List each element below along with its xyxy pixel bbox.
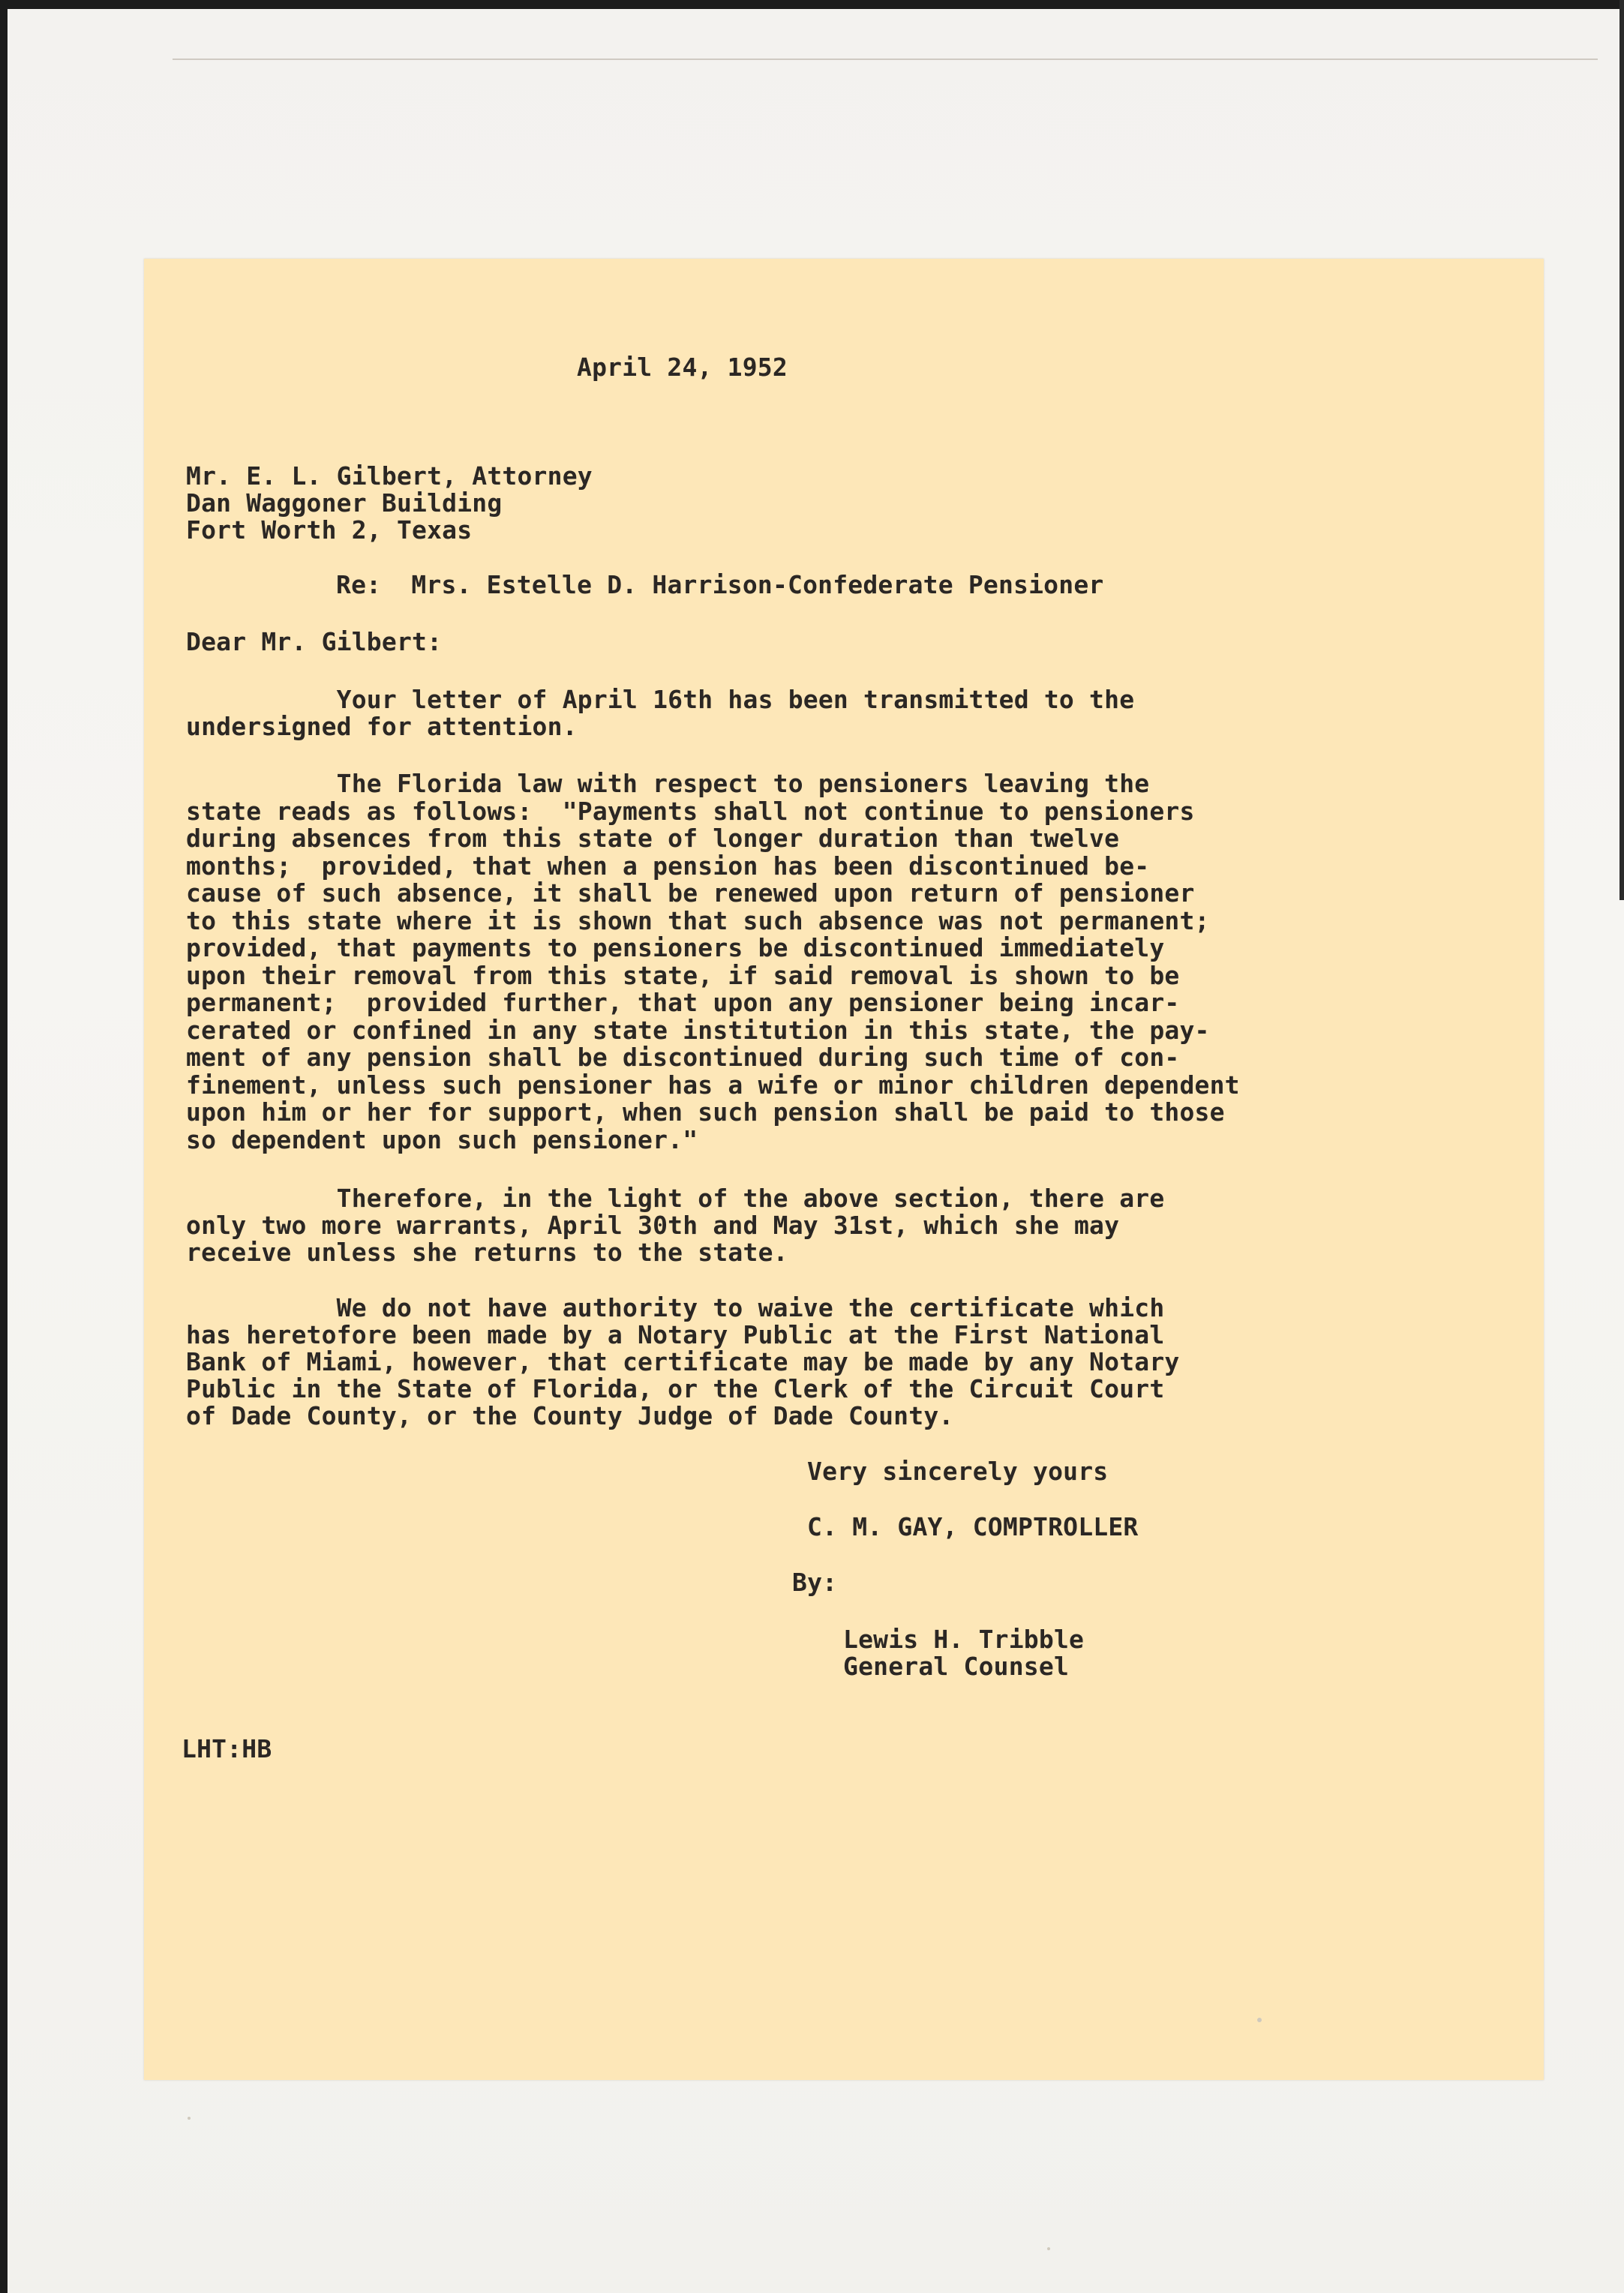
paper-speck [188, 2117, 191, 2120]
salutation: Dear Mr. Gilbert: [186, 627, 443, 656]
body-paragraph-quoted-law: The Florida law with respect to pensioners leaving the state reads as follows: "Payments shall not continue to pensioners during absences from this state of longer duration than twelve months; provided, that when a pension has been discontinued be- cause of such absence, it shall be renewed upon return of pensioner to this state where it is shown that such absence was not permanent; provided, that payments to pensioners be discontinued immediately upon their removal from this state, if said removal is shown to be permanent; provided further, that upon any pensioner being incar- cerated or confined in any state institution in this state, the pay- ment of any pension shall be discontinued during such time of con- finement, unless such pensioner has a wife or minor children dependent upon him or her for support, when such pension shall be paid to those so dependent upon such pensioner." [186, 769, 1240, 1154]
scanner-edge-left [0, 0, 8, 2293]
signer-name: Lewis H. Tribble [843, 1625, 1085, 1654]
recipient-address [186, 463, 593, 544]
recipient-line: Fort Worth 2, Texas [186, 515, 473, 545]
signer-block [843, 1626, 1084, 1680]
complimentary-close: Very sincerely yours [807, 1457, 1109, 1486]
comptroller-name: C. M. GAY, COMPTROLLER [807, 1512, 1139, 1541]
subject-line: Re: Mrs. Estelle D. Harrison-Confederate Pensioner [336, 570, 1104, 599]
reference-initials: LHT:HB [182, 1734, 272, 1763]
scanner-edge-top [0, 0, 1624, 9]
recipient-line: Dan Waggoner Building [186, 488, 503, 518]
scanner-edge-right [1619, 0, 1624, 900]
signer-title: General Counsel [843, 1652, 1070, 1681]
recipient-line: Mr. E. L. Gilbert, Attorney [186, 461, 593, 491]
paper-speck [1047, 2247, 1050, 2250]
letter-date: April 24, 1952 [577, 353, 788, 382]
faint-scan-line [173, 59, 1598, 60]
body-paragraph: Your letter of April 16th has been transmitted to the undersigned for attention. [186, 685, 1135, 741]
body-paragraph: Therefore, in the light of the above section, there are only two more warrants, April 30th and May 31st, which she may receive unless she returns to the state. [186, 1184, 1165, 1267]
body-paragraph: We do not have authority to waive the certificate which has heretofore been made by a Notary Public at the First National Bank of Miami, however, that certificate may be made by any Notary Public in the State of Florida, or the Clerk of the Circuit Court of Dade County, or the County Judge of Dade County. [186, 1293, 1180, 1430]
by-label: By: [792, 1568, 838, 1597]
paper-speck [1257, 2018, 1262, 2022]
